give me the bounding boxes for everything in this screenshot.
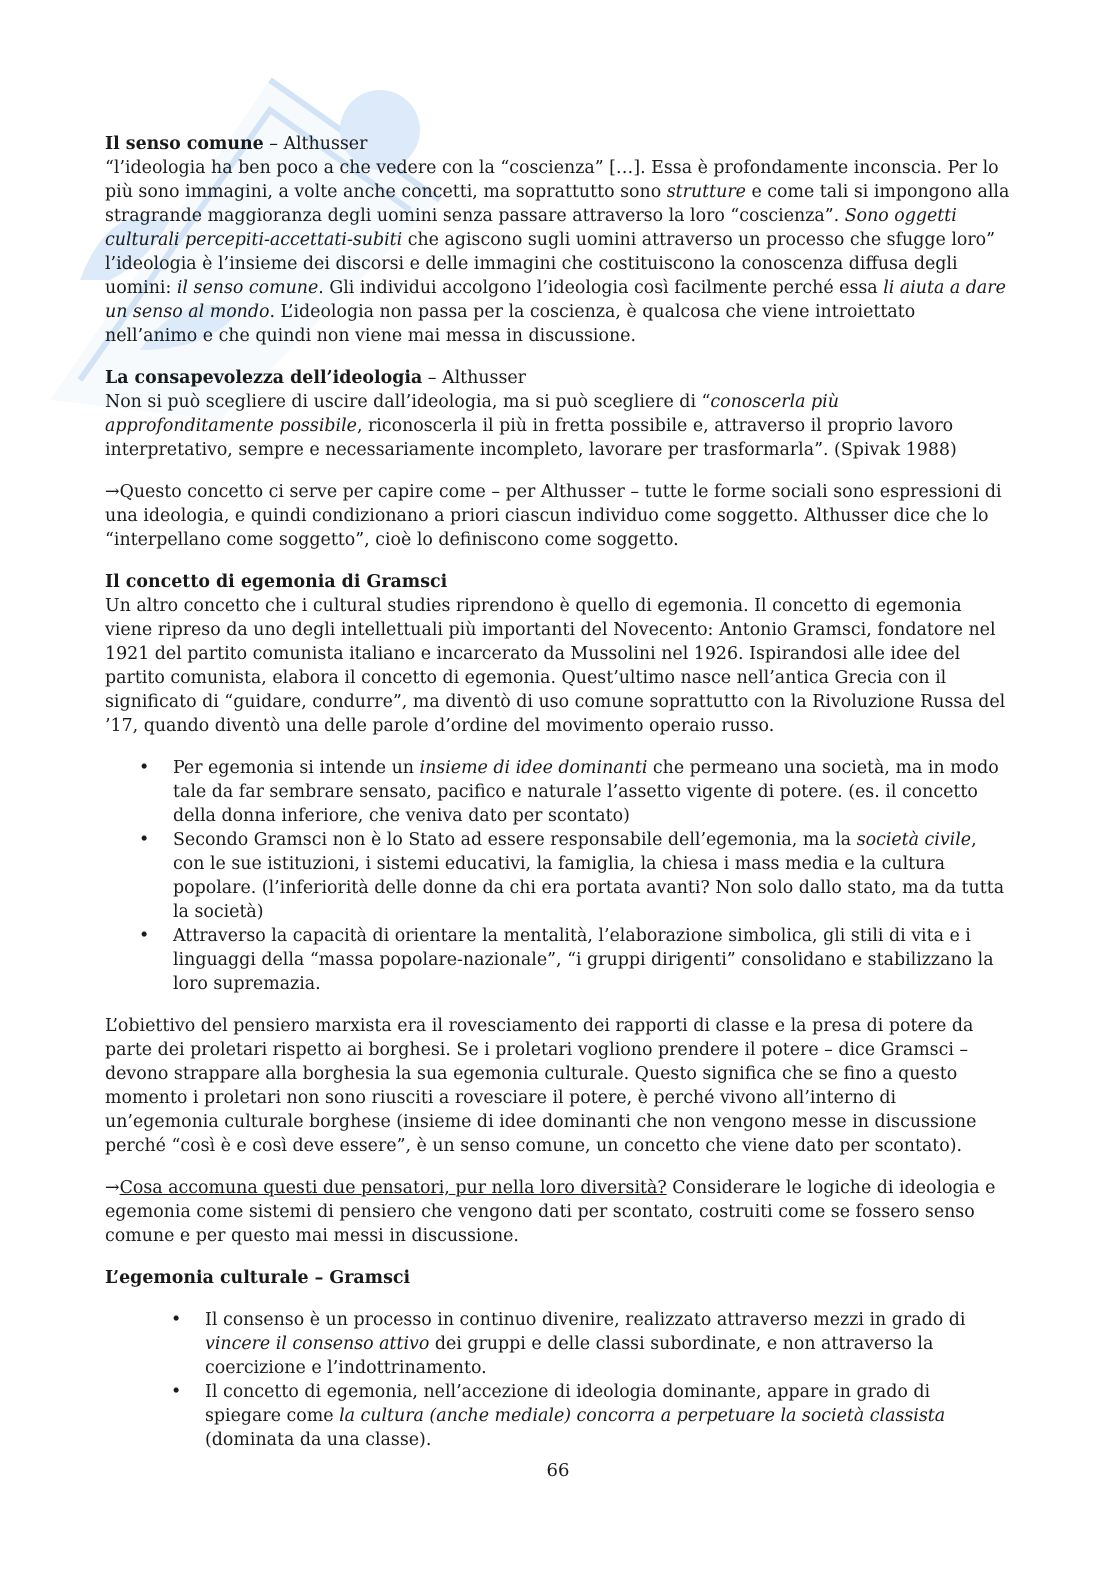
heading-author: – Althusser xyxy=(422,368,526,388)
section-senso-comune xyxy=(105,132,1010,348)
section-egemonia-gramsci xyxy=(105,570,1010,996)
section-heading: L’egemonia culturale – Gramsci xyxy=(105,1268,411,1288)
section-althusser-note xyxy=(105,480,1010,552)
paragraph: Non si può scegliere di uscire dall’ideologia, ma si può scegliere di “conoscerla più approfonditamente possibile, riconoscerla il più in fretta possibile e, attraverso il proprio lavoro interpretativo, sempre e necessariamente incompleto, lavorare per trasformarla”. (Spivak 1988) xyxy=(105,392,957,460)
page-number: 66 xyxy=(546,1460,570,1481)
paragraph: L’obiettivo del pensiero marxista era il rovesciamento dei rapporti di classe e la presa di potere da parte dei proletari rispetto ai borghesi. Se i proletari vogliono prendere il potere – dice Gramsci – devono strappare alla borghesia la sua egemonia culturale. Questo significa che se fino a questo momento i proletari non sono riusciti a rovesciare il potere, è perché vivono all’interno di un’egemonia culturale borghese (insieme di idee dominanti che non vengono messe in discussione perché “così è e così deve essere”, è un senso comune, un concetto che viene dato per scontato). xyxy=(105,1016,977,1156)
paragraph: →Cosa accomuna questi due pensatori, pur nella loro diversità? Considerare le logiche di ideologia e egemonia come sistemi di pensiero che vengono dati per scontato, costruiti come se fossero senso comune e per questo mai messi in discussione. xyxy=(105,1178,996,1246)
list-item: • Il consenso è un processo in continuo divenire, realizzato attraverso mezzi in grado di vincere il consenso attivo dei gruppi e delle classi subordinate, e non attraverso la coercizione e l’indottrinamento. xyxy=(105,1308,1010,1380)
section-heading xyxy=(105,132,1010,156)
heading-title: La consapevolezza dell’ideologia xyxy=(105,368,423,388)
bullet-list xyxy=(105,756,1010,996)
list-item: • Attraverso la capacità di orientare la mentalità, l’elaborazione simbolica, gli stili di vita e i linguaggi della “massa popolare-nazionale”, “i gruppi dirigenti” consolidano e stabilizzano la loro supremazia. xyxy=(105,924,1010,996)
document-page xyxy=(105,132,1010,1470)
underlined-question: Cosa accomuna questi due pensatori, pur nella loro diversità? xyxy=(119,1178,667,1198)
arrow-icon: → xyxy=(105,482,120,502)
section-consapevolezza xyxy=(105,366,1010,462)
section-egemonia-culturale xyxy=(105,1266,1010,1452)
bullet-list xyxy=(105,1308,1010,1452)
list-item: • Il concetto di egemonia, nell’accezione di ideologia dominante, appare in grado di spiegare come la cultura (anche mediale) concorra a perpetuare la società classista (dominata da una classe). xyxy=(105,1380,1010,1452)
paragraph: Un altro concetto che i cultural studies riprendono è quello di egemonia. Il concetto di egemonia viene ripreso da uno degli intellettuali più importanti del Novecento: Antonio Gramsci, fondatore nel 1921 del partito comunista italiano e incarcerato da Mussolini nel 1926. Ispirandosi alle idee del partito comunista, elabora il concetto di egemonia. Quest’ultimo nasce nell’antica Grecia con il significato di “guidare, condurre”, ma diventò di uso comune soprattutto con la Rivoluzione Russa del ’17, quando diventò una delle parole d’ordine del movimento operaio russo. xyxy=(105,596,1006,736)
section-heading: Il concetto di egemonia di Gramsci xyxy=(105,572,448,592)
paragraph: →Questo concetto ci serve per capire come – per Althusser – tutte le forme sociali sono espressioni di una ideologia, e quindi condizionano a priori ciascun individuo come soggetto. Althusser dice che lo “interpellano come soggetto”, cioè lo definiscono come soggetto. xyxy=(105,482,1002,550)
section-marxismo xyxy=(105,1014,1010,1158)
heading-title: Il senso comune xyxy=(105,134,264,154)
paragraph: “l’ideologia ha ben poco a che vedere con la “coscienza” […]. Essa è profondamente inconscia. Per lo più sono immagini, a volte anche concetti, ma soprattutto sono strutture e come tali si impongono alla stragrande maggioranza degli uomini senza passare attraverso la loro “coscienza”. Sono oggetti culturali percepiti-accettati-subiti che agiscono sugli uomini attraverso un processo che sfugge loro” l’ideologia è l’insieme dei discorsi e delle immagini che costituiscono la conoscenza diffusa degli uomini: il senso comune. Gli individui accolgono l’ideologia così facilmente perché essa li aiuta a dare un senso al mondo. L’ideologia non passa per la coscienza, è qualcosa che viene introiettato nell’animo e che quindi non viene mai messa in discussione. xyxy=(105,158,1010,346)
heading-author: – Althusser xyxy=(263,134,368,154)
list-item: • Per egemonia si intende un insieme di idee dominanti che permeano una società, ma in modo tale da far sembrare sensato, pacifico e naturale l’assetto vigente di potere. (es. il concetto della donna inferiore, che veniva dato per scontato) xyxy=(105,756,1010,828)
section-confronto xyxy=(105,1176,1010,1248)
section-heading xyxy=(105,366,1010,390)
list-item: • Secondo Gramsci non è lo Stato ad essere responsabile dell’egemonia, ma la società civile, con le sue istituzioni, i sistemi educativi, la famiglia, la chiesa i mass media e la cultura popolare. (l’inferiorità delle donne da chi era portata avanti? Non solo dallo stato, ma da tutta la società) xyxy=(105,828,1010,924)
arrow-icon: → xyxy=(105,1178,120,1198)
